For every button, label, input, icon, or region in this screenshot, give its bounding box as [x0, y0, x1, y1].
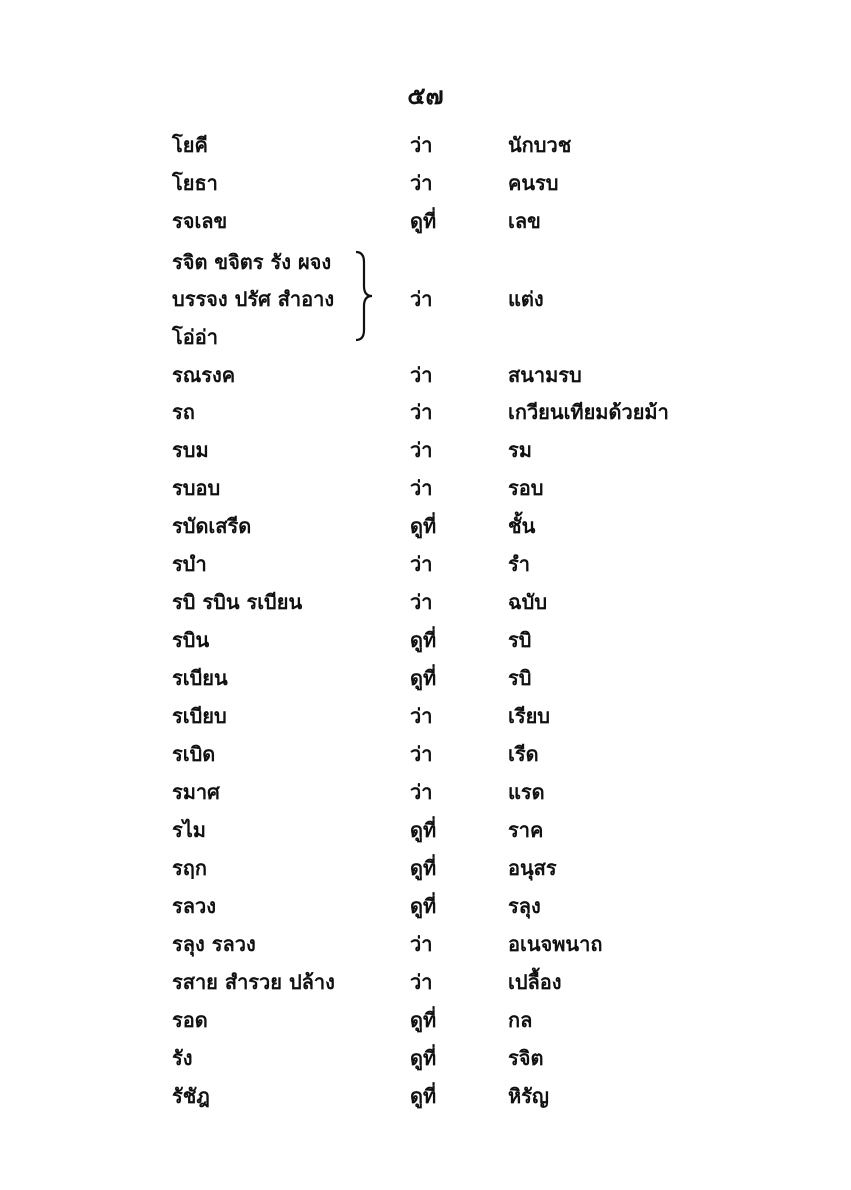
entry-relation: ว่า: [410, 476, 433, 500]
entry-row: [0, 735, 851, 773]
entry-term: รมาศ: [172, 780, 220, 804]
entry-term: รเบียบ: [172, 704, 227, 728]
entry-row: [0, 773, 851, 811]
entry-row: [0, 431, 851, 469]
entry-row: [0, 963, 851, 1001]
entry-term: รัชัฎ: [172, 1084, 210, 1108]
entry-relation: ว่า: [410, 590, 433, 614]
entry-term-line: โอ่อ่า: [172, 325, 218, 349]
entry-meaning: ชั้น: [508, 514, 536, 538]
entry-row: [0, 697, 851, 735]
entry-meaning: รม: [508, 438, 532, 462]
entry-row: [0, 811, 851, 849]
entry-relation: ดูที่: [410, 1008, 437, 1032]
entry-term: รบิน: [172, 628, 210, 652]
entry-relation: ว่า: [410, 363, 433, 387]
entry-meaning: อนุสร: [508, 856, 557, 880]
entry-meaning: ราค: [508, 818, 544, 842]
entry-term: รณรงค: [172, 363, 236, 387]
entry-meaning: รจิต: [508, 1046, 544, 1070]
entry-row: [0, 1077, 851, 1115]
entry-term: รบำ: [172, 552, 207, 576]
entry-meaning: อเนจพนาถ: [508, 932, 603, 956]
entry-relation: ว่า: [410, 133, 433, 157]
entry-meaning: หิรัญ: [508, 1084, 549, 1108]
entry-term: รบอบ: [172, 476, 221, 500]
entry-relation: ดูที่: [410, 209, 437, 233]
entry-term: รลวง: [172, 894, 216, 918]
entry-term: รถ: [172, 400, 195, 424]
entry-meaning: รบิ: [508, 666, 532, 690]
entry-meaning: เรีด: [508, 742, 539, 766]
entry-term: รอด: [172, 1008, 208, 1032]
entry-relation: ว่า: [410, 438, 433, 462]
entry-row: [0, 621, 851, 659]
entry-term-line: รจิต ขจิตร รัง ผจง: [172, 250, 332, 274]
entry-row: [0, 659, 851, 697]
entry-meaning: ฉบับ: [508, 590, 548, 614]
entry-term: รบม: [172, 438, 209, 462]
entry-row: [0, 202, 851, 240]
entry-relation: ดูที่: [410, 1046, 437, 1070]
entry-term: รสาย สำรวย ปล้าง: [172, 970, 335, 994]
entry-row: [0, 393, 851, 431]
entry-meaning: กล: [508, 1008, 533, 1032]
entry-relation: ว่า: [410, 287, 433, 311]
entry-row: [0, 925, 851, 963]
entry-row-group-line-1: [0, 243, 851, 281]
entry-meaning: เกวียนเทียมด้วยม้า: [508, 400, 669, 424]
entry-row: [0, 356, 851, 394]
entry-meaning: นักบวช: [508, 133, 572, 157]
entry-relation: ว่า: [410, 171, 433, 195]
entry-relation: ดูที่: [410, 514, 437, 538]
entry-relation: ดูที่: [410, 818, 437, 842]
entry-meaning: แต่ง: [508, 287, 544, 311]
entry-term: รบัดเสรีด: [172, 514, 252, 538]
entry-meaning: เปลื้อง: [508, 970, 562, 994]
entry-relation: ดูที่: [410, 894, 437, 918]
entry-relation: ดูที่: [410, 1084, 437, 1108]
entry-relation: ว่า: [410, 742, 433, 766]
entry-meaning: เลข: [508, 209, 541, 233]
entry-row: [0, 126, 851, 164]
entry-term: โยคี: [172, 133, 208, 157]
entry-term: โยธา: [172, 171, 218, 195]
entry-row: [0, 507, 851, 545]
entry-term: รลุง รลวง: [172, 932, 256, 956]
entry-term: รบิ รบิน รเบียน: [172, 590, 303, 614]
entry-term: รไม: [172, 818, 206, 842]
entry-relation: ว่า: [410, 704, 433, 728]
entry-row: [0, 545, 851, 583]
entry-row: [0, 164, 851, 202]
entry-row: [0, 583, 851, 621]
entry-relation: ดูที่: [410, 666, 437, 690]
entry-meaning: คนรบ: [508, 171, 559, 195]
entry-relation: ว่า: [410, 400, 433, 424]
entry-term: รจเลข: [172, 209, 228, 233]
entry-meaning: รอบ: [508, 476, 544, 500]
right-brace-icon: [352, 250, 374, 342]
entry-row-group-line-2: [0, 280, 851, 318]
entry-row-group-line-3: [0, 318, 851, 356]
entry-meaning: รำ: [508, 552, 530, 576]
entry-relation: ดูที่: [410, 628, 437, 652]
entry-relation: ดูที่: [410, 856, 437, 880]
entry-meaning: สนามรบ: [508, 363, 582, 387]
entry-meaning: เรียบ: [508, 704, 550, 728]
entry-meaning: รบิ: [508, 628, 532, 652]
entry-relation: ว่า: [410, 970, 433, 994]
entry-row: [0, 1001, 851, 1039]
entry-relation: ว่า: [410, 780, 433, 804]
entry-relation: ว่า: [410, 932, 433, 956]
entry-meaning: รลุง: [508, 894, 541, 918]
entry-row: [0, 849, 851, 887]
entry-term: รเบียน: [172, 666, 228, 690]
entry-term: รเบิด: [172, 742, 216, 766]
entry-term: รฤก: [172, 856, 207, 880]
entry-row: [0, 1039, 851, 1077]
page-number: ๕๗: [407, 82, 444, 110]
entry-row: [0, 887, 851, 925]
entry-meaning: แรด: [508, 780, 545, 804]
entry-relation: ว่า: [410, 552, 433, 576]
entry-row: [0, 469, 851, 507]
entry-term-line: บรรจง ปรัศ สำอาง: [172, 287, 335, 311]
entry-term: รัง: [172, 1046, 193, 1070]
